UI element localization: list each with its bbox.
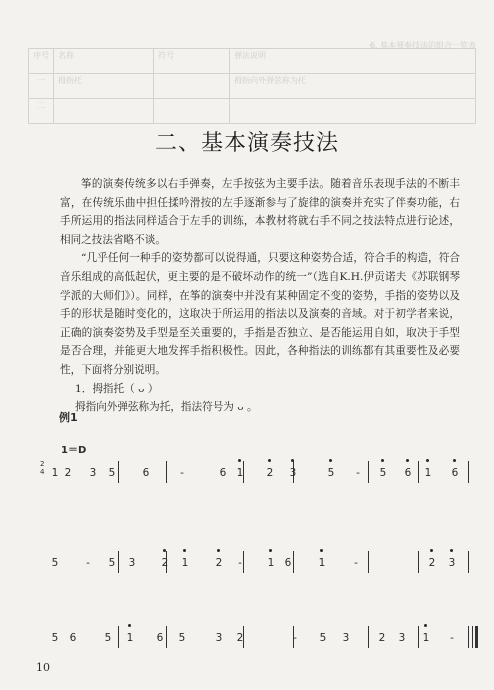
barline xyxy=(118,551,119,573)
note: 1 xyxy=(420,632,432,644)
high-octave-dot xyxy=(450,549,453,552)
note: 5 xyxy=(108,467,116,479)
key-signature: 1＝D xyxy=(61,445,87,456)
note: 2 xyxy=(264,467,276,479)
note: 3 xyxy=(287,467,299,479)
note: 6 xyxy=(449,467,461,479)
note: 3 xyxy=(342,632,350,644)
barline xyxy=(468,461,469,483)
time-signature-bottom: 4 xyxy=(40,468,45,476)
high-octave-dot xyxy=(183,549,186,552)
note: - xyxy=(293,632,297,644)
ghost-cell xyxy=(54,99,154,124)
note: 1 xyxy=(422,467,434,479)
note: 5 xyxy=(319,632,327,644)
high-octave-dot xyxy=(269,549,272,552)
subheading-thumb-tuo: 1．拇指托（ ᴗ ） xyxy=(75,382,159,395)
ghost-row xyxy=(29,74,476,99)
ghost-caption: 6. 基本弹奏技法的组合一览表 xyxy=(369,41,476,50)
note: 1 xyxy=(179,557,191,569)
barline xyxy=(166,461,167,483)
high-octave-dot xyxy=(426,459,429,462)
note: 6 xyxy=(219,467,227,479)
barline xyxy=(166,626,167,648)
note: 5 xyxy=(108,557,116,569)
note: 2 xyxy=(236,632,244,644)
barline xyxy=(118,461,119,483)
note: 2 xyxy=(426,557,438,569)
barline xyxy=(472,626,473,648)
ghost-cell: 弹法说明 xyxy=(230,49,476,74)
note: 5 xyxy=(178,632,186,644)
paragraph-quote: “几乎任何一种手的姿势都可以说得通，只要这种姿势合适，符合手的构造，符合音乐组成的高低起伏，更主要的是不破坏动作的统一”（选自K.H.伊贡诺夫《苏联钢琴学派的大师们》）。同样，在筝的演奏中并没有某种固定不变的姿势，手指的姿势以及手的形状是随时变化的，这取决于所运用的指法以及演奏的音域。对于初学者来说，正确的演奏姿势及手型是至关重要的，手指是否独立、是否能运用自如，取决于手型是否合理，并能更大地发挥手指积极性。因此，各种指法的训练都有其重要性及必要性，下面将分别说明。 xyxy=(60,252,460,376)
high-octave-dot xyxy=(291,459,294,462)
ghost-table xyxy=(28,48,476,124)
note: 6 xyxy=(156,632,164,644)
barline xyxy=(418,626,419,648)
note: 5 xyxy=(51,557,59,569)
note: 5 xyxy=(104,632,112,644)
body-text xyxy=(60,175,460,417)
paragraph-thumb-tuo: 拇指向外弹弦称为托，指法符号为 ᴗ 。 xyxy=(75,401,258,414)
note: 5 xyxy=(51,632,59,644)
note: 1 xyxy=(51,467,59,479)
high-octave-dot xyxy=(163,549,166,552)
time-signature-top: 2 xyxy=(40,460,45,468)
note: 1 xyxy=(265,557,277,569)
high-octave-dot xyxy=(406,459,409,462)
time-signature xyxy=(40,460,44,476)
note: 3 xyxy=(446,557,458,569)
final-barline xyxy=(475,626,478,648)
notation-row-3 xyxy=(40,620,476,650)
note: 6 xyxy=(69,632,77,644)
ghost-cell: 名称 xyxy=(54,49,154,74)
note: - xyxy=(450,632,454,644)
note: 1 xyxy=(124,632,136,644)
paragraph-intro: 筝的演奏传统多以右手弹奏，左手按弦为主要手法。随着音乐表现手法的不断丰富，在传统乐曲中担任揉吟滑按的左手逐渐参与了旋律的演奏并充实了伴奏功能，右手所运用的指法同样适合于左手的训练，本教材将就右手不同之技法特点进行论述，相同之技法省略不谈。 xyxy=(60,178,460,246)
note: - xyxy=(86,557,90,569)
high-octave-dot xyxy=(128,624,131,627)
ghost-cell xyxy=(154,99,230,124)
note: 2 xyxy=(64,467,72,479)
note: 2 xyxy=(213,557,225,569)
page-number: 10 xyxy=(36,661,50,674)
ghost-cell: 一 xyxy=(29,74,54,99)
note: 3 xyxy=(215,632,223,644)
note: 6 xyxy=(402,467,414,479)
note: 3 xyxy=(128,557,136,569)
ghost-cell: 拇指向外弹弦称为托 xyxy=(230,74,476,99)
high-octave-dot xyxy=(320,549,323,552)
barline xyxy=(468,626,469,648)
barline xyxy=(418,461,419,483)
barline xyxy=(368,461,369,483)
note: - xyxy=(356,467,360,479)
notation-row-2 xyxy=(40,545,476,575)
note: 1 xyxy=(234,467,246,479)
barline xyxy=(368,626,369,648)
high-octave-dot xyxy=(453,459,456,462)
ghost-cell xyxy=(154,74,230,99)
ghost-cell: 二 xyxy=(29,99,54,124)
high-octave-dot xyxy=(238,459,241,462)
note: - xyxy=(238,557,242,569)
note: 5 xyxy=(325,467,337,479)
ghost-cell xyxy=(230,99,476,124)
high-octave-dot xyxy=(268,459,271,462)
note: 1 xyxy=(316,557,328,569)
high-octave-dot xyxy=(430,549,433,552)
note: 3 xyxy=(89,467,97,479)
ghost-cell: 拇指托 xyxy=(54,74,154,99)
high-octave-dot xyxy=(381,459,384,462)
high-octave-dot xyxy=(424,624,427,627)
ghost-row xyxy=(29,99,476,124)
ghost-cell: 符号 xyxy=(154,49,230,74)
barline xyxy=(368,551,369,573)
barline xyxy=(118,626,119,648)
notation-row-1 xyxy=(40,455,476,485)
note: 6 xyxy=(284,557,292,569)
barline xyxy=(468,551,469,573)
note: - xyxy=(354,557,358,569)
high-octave-dot xyxy=(329,459,332,462)
ghost-cell: 序号 xyxy=(29,49,54,74)
note: 2 xyxy=(159,557,171,569)
note: - xyxy=(180,467,184,479)
note: 3 xyxy=(398,632,406,644)
note: 6 xyxy=(142,467,150,479)
ghost-row xyxy=(29,49,476,74)
section-title: 二、基本演奏技法 xyxy=(154,131,339,156)
note: 2 xyxy=(378,632,386,644)
barline xyxy=(418,551,419,573)
high-octave-dot xyxy=(217,549,220,552)
example-label: 例1 xyxy=(59,411,78,424)
note: 5 xyxy=(377,467,389,479)
